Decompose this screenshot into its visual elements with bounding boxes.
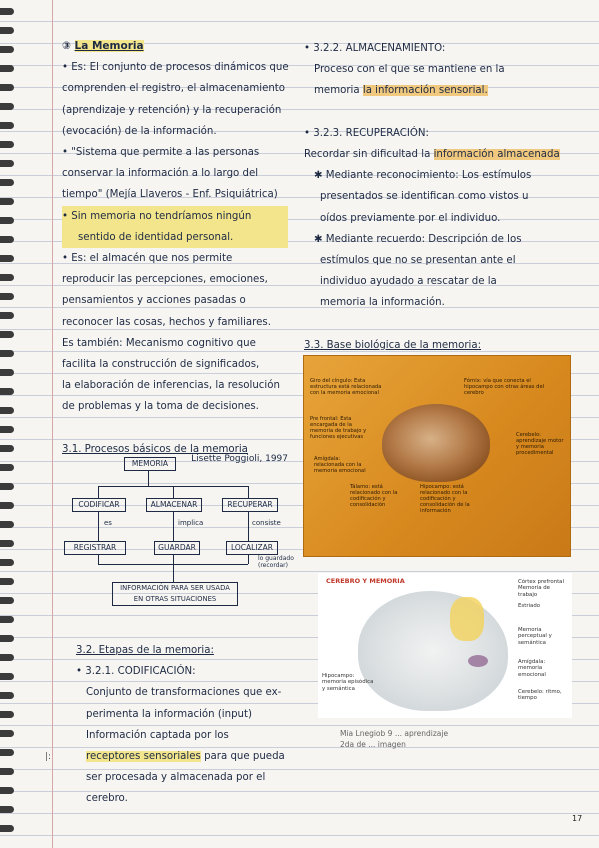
brain-illustration: [358, 591, 508, 711]
spiral-ring: [0, 673, 14, 680]
note-line: memoria la información.: [320, 297, 445, 309]
spiral-ring: [0, 426, 14, 433]
spiral-ring: [0, 293, 14, 300]
spiral-ring: [0, 787, 14, 794]
note-line: (aprendizaje y retención) y la recuperación: [62, 104, 282, 116]
star-icon: ✱: [314, 170, 323, 182]
spiral-ring: [0, 350, 14, 357]
note-line: estímulos que no se presentan ante el: [320, 255, 516, 267]
spiral-ring: [0, 407, 14, 414]
note-line-highlighted: sentido de identidad personal.: [62, 227, 288, 248]
note-line: de problemas y la toma de decisiones.: [62, 401, 259, 413]
memory-process-diagram: [62, 455, 302, 615]
spiral-ring: [0, 540, 14, 547]
note-line: • Es: El conjunto de procesos dinámicos que: [62, 62, 289, 74]
image-caption: Mia Lnegiob 9 ... aprendizaje 2da de ... imagen: [340, 729, 449, 749]
note-line: (evocación) de la información.: [62, 125, 217, 137]
section-title: ③ La Memoria: [62, 40, 144, 52]
subsubsection-title: • 3.2.3. RECUPERACIÓN:: [304, 127, 429, 139]
spiral-ring: [0, 255, 14, 262]
diagram-box-almacenar: ALMACENAR: [146, 498, 202, 512]
diagram-root-box: MEMORIA: [124, 457, 176, 471]
diagram-box-localizar: LOCALIZAR: [226, 541, 278, 555]
subsection-title: 3.1. Procesos básicos de la memoria: [62, 443, 248, 455]
brain-diagram-image: Giro del cíngulo: Esta estructura está relacionada con la memoria emocional Fórnix: vía que conecta el hipocampo con otras áreas del cerebro Pre frontal: Esta encargada de la memoria de trabajo y funciones ejecutivas Amígdala: relacionada con la memoria emocional Cerebelo: aprendizaje motor y memoria procedimental Tálamo: está relacionado con la codificación y consolidación Hipocampo: está relacionado con la codificación y consolidación de la información: [303, 355, 571, 557]
spiral-ring: [0, 331, 14, 338]
spiral-ring: [0, 388, 14, 395]
spiral-ring: [0, 825, 14, 832]
diagram-box-codificar: CODIFICAR: [72, 498, 126, 512]
spiral-ring: [0, 616, 14, 623]
diagram-box-recuperar: RECUPERAR: [222, 498, 278, 512]
spiral-ring: [0, 692, 14, 699]
spiral-ring: [0, 274, 14, 281]
diagram-box-registrar: REGISTRAR: [64, 541, 126, 555]
spiral-ring: [0, 635, 14, 642]
spiral-ring: [0, 711, 14, 718]
spiral-ring: [0, 160, 14, 167]
margin-line: [52, 0, 53, 848]
diagram-box-guardar: GUARDAR: [154, 541, 200, 555]
spiral-ring: [0, 179, 14, 186]
spiral-ring: [0, 122, 14, 129]
note-line: receptores sensoriales para que pueda: [86, 751, 285, 763]
spiral-ring: [0, 8, 14, 15]
spiral-ring: [0, 521, 14, 528]
note-line: Conjunto de transformaciones que ex-: [86, 687, 282, 699]
note-line: reconocer las cosas, hechos y familiares.: [62, 316, 271, 328]
note-line-highlighted: • Sin memoria no tendríamos ningún: [62, 206, 288, 227]
spiral-ring: [0, 483, 14, 490]
subsubsection-title: • 3.2.2. ALMACENAMIENTO:: [304, 43, 446, 54]
spiral-ring: [0, 445, 14, 452]
note-line: reproducir las percepciones, emociones,: [62, 274, 268, 286]
spiral-ring: [0, 103, 14, 110]
diagram-result-box: INFORMACIÓN PARA SER USADA EN OTRAS SITUACIONES: [112, 582, 238, 606]
spiral-ring: [0, 46, 14, 53]
spiral-ring: [0, 65, 14, 72]
subsection-title: 3.2. Etapas de la memoria:: [76, 645, 214, 656]
diagram-note: lo guardado (recordar): [258, 555, 294, 569]
note-line: la elaboración de inferencias, la resolución: [62, 380, 280, 392]
note-line: individuo ayudado a rescatar de la: [320, 276, 497, 288]
note-line: ✱ Mediante reconocimiento: Los estímulos: [314, 170, 532, 182]
spiral-ring: [0, 578, 14, 585]
spiral-ring: [0, 369, 14, 376]
note-line: facilita la construcción de significados,: [62, 359, 260, 371]
note-line: Es también: Mecanismo cognitivo que: [62, 337, 256, 349]
left-bottom-column: [76, 640, 298, 810]
section-number-icon: ③: [62, 40, 71, 52]
note-line: Proceso con el que se mantiene en la: [314, 64, 505, 76]
brain-memory-image: CEREBRO Y MEMORIA Córtex prefrontal Memoria de trabajo Estriado Memoria perceptual y semántica Amígdala: memoria emocional Cerebelo: ritmo, tiempo Hipocampo: memoria episódica y semántica: [318, 573, 572, 718]
spiral-ring: [0, 730, 14, 737]
note-line: memoria la información sensorial.: [314, 85, 488, 97]
star-icon: ✱: [314, 233, 323, 245]
citation: Lisette Poggioli, 1997: [191, 454, 288, 465]
spiral-ring: [0, 654, 14, 661]
note-line: cerebro.: [86, 793, 128, 805]
note-line: • "Sistema que permite a las personas: [62, 147, 260, 159]
spiral-ring: [0, 84, 14, 91]
left-column: [62, 36, 288, 464]
note-line: comprenden el registro, el almacenamiento: [62, 83, 286, 95]
note-line: oídos previamente por el individuo.: [320, 212, 501, 224]
note-line: perimenta la información (input): [86, 708, 252, 720]
spiral-ring: [0, 217, 14, 224]
note-line: Recordar sin dificultad la información almacenada: [304, 149, 560, 161]
spiral-ring: [0, 141, 14, 148]
spiral-ring: [0, 464, 14, 471]
right-column: [304, 38, 566, 356]
spiral-ring: [0, 502, 14, 509]
spiral-ring: [0, 597, 14, 604]
note-line: tiempo" (Mejía Llaveros - Enf. Psiquiátrica): [62, 189, 278, 201]
note-line: Información captada por los: [86, 729, 229, 741]
spiral-ring: [0, 312, 14, 319]
note-line: • Es: el almacén que nos permite: [62, 253, 233, 265]
subsection-title: 3.3. Base biológica de la memoria:: [304, 339, 482, 351]
note-line: presentados se identifican como vistos u: [320, 191, 529, 203]
diagram-edge-label: implica: [178, 519, 204, 527]
diagram-edge-label: consiste: [252, 519, 281, 527]
spiral-ring: [0, 236, 14, 243]
note-line: ✱ Mediante recuerdo: Descripción de los: [314, 233, 522, 245]
margin-mark: |:: [45, 752, 52, 762]
spiral-ring: [0, 806, 14, 813]
note-line: pensamientos y acciones pasadas o: [62, 295, 246, 307]
brain-illustration: [382, 404, 490, 482]
note-line: ser procesada y almacenada por el: [86, 772, 266, 784]
spiral-ring: [0, 749, 14, 756]
spiral-ring: [0, 198, 14, 205]
page-number: 17: [572, 814, 583, 823]
spiral-binding: [0, 0, 18, 848]
subsubsection-title: • 3.2.1. CODIFICACIÓN:: [76, 666, 196, 678]
spiral-ring: [0, 27, 14, 34]
spiral-ring: [0, 559, 14, 566]
diagram-edge-label: es: [104, 519, 112, 527]
spiral-ring: [0, 768, 14, 775]
note-line: conservar la información a lo largo del: [62, 168, 259, 180]
